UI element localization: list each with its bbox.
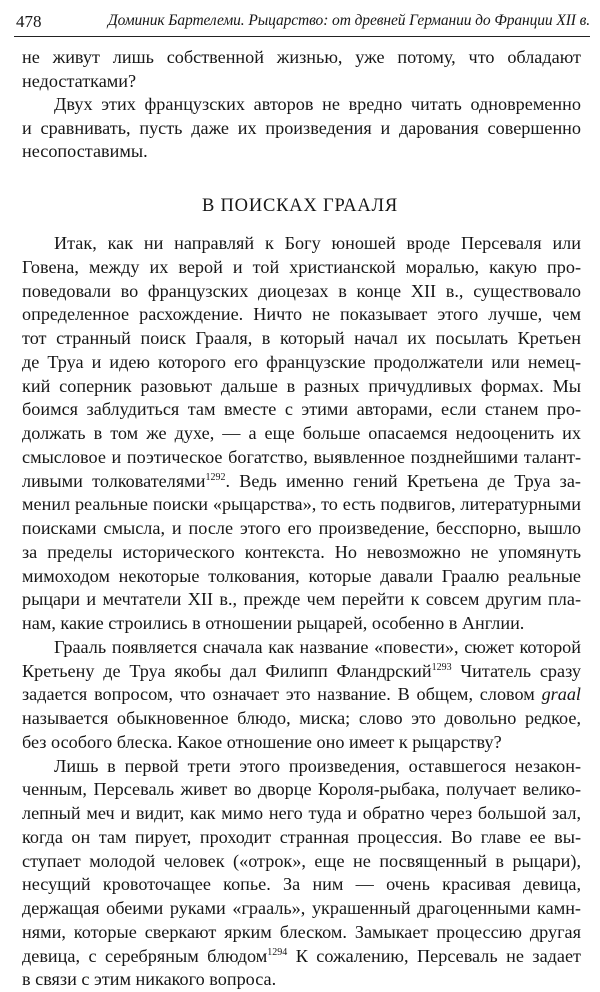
text-line: не живут лишь собственной жизнью, уже потому, что обладают (22, 46, 581, 70)
text-line: без особого блеска. Какое отношение оно имеет к рыцарству? (22, 731, 581, 755)
text-line: боимся заблудиться там вместе с этими авторами, если станем про- (22, 398, 581, 422)
text-line: Лишь в первой трети этого произведения, оставшегося незакон- (22, 755, 581, 779)
text-line: кий соперник разовьют дальше в разных причудливых формах. Мы (22, 375, 581, 399)
text-fragment: Читатель сразу (452, 661, 581, 681)
text-line: ступает молодой человек («отрок», еще не посвященный в рыцари), (22, 850, 581, 874)
text-line: определенное расхождение. Ничто не показывает этого лучше, чем (22, 303, 581, 327)
section-heading: В ПОИСКАХ ГРААЛЯ (0, 196, 600, 217)
text-fragment: Кретьену де Труа якобы дал Филипп Фландрский (22, 661, 432, 681)
text-line: лепный меч и видит, как мимо него туда и обратно через большой зал, (22, 802, 581, 826)
text-line: поисками смысла, и после этого его произведение, бесспорно, вышло (22, 517, 581, 541)
text-line: когда он там пирует, проходит странная процессия. Во главе ее вы- (22, 826, 581, 850)
text-line: должать в том же духе, — а еще больше опасаемся недооценить их (22, 422, 581, 446)
text-fragment: задается вопросом, что означает это название. В общем, словом (22, 684, 535, 704)
text-line: и сравнивать, пусть даже их произведения и дарования совершенно (22, 117, 581, 141)
running-title: Доминик Бартелеми. Рыцарство: от древней Германии до Франции XII в. (108, 12, 590, 30)
text-line: несущий кровоточащее копье. За ним — очень красивая девица, (22, 873, 581, 897)
text-line (22, 683, 581, 707)
footnote-ref-1292[interactable]: 1292 (205, 472, 225, 483)
paragraph (22, 636, 581, 755)
text-line: Говена, между их верой и той христианской моралью, какую про- (22, 256, 581, 280)
text-line: менил реальные поиски «рыцарства», то есть подвигов, литературными (22, 493, 581, 517)
text-line (22, 945, 581, 969)
text-line: в связи с этим никакого вопроса. (22, 968, 581, 992)
text-line: держащая обеими руками «грааль», украшенный драгоценными камн- (22, 897, 581, 921)
text-fragment: . Ведь именно гений Кретьена де Труа за- (225, 471, 581, 491)
footnote-ref-1293[interactable]: 1293 (432, 662, 452, 673)
text-line (22, 470, 581, 494)
section-body (22, 232, 581, 992)
paragraph-continuation (22, 46, 581, 93)
continuation-text (22, 46, 581, 164)
text-line (22, 660, 581, 684)
text-line: мимоходом некоторые толкования, которые давали Граалю реальные (22, 565, 581, 589)
text-line: Двух этих французских авторов не вредно читать одновременно (22, 93, 581, 117)
text-line: Грааль появляется сначала как название «повести», сюжет которой (22, 636, 581, 660)
paragraph (22, 755, 581, 992)
text-line: поведовали во французских диоцезах в конце XII в., существовало (22, 280, 581, 304)
paragraph (22, 232, 581, 636)
page-number: 478 (16, 12, 42, 32)
text-line: Итак, как ни направляй к Богу юношей вроде Персеваля или (22, 232, 581, 256)
text-line: нями, которые сверкают ярким блеском. Замыкает процессию другая (22, 921, 581, 945)
text-line: за пределы исторического контекста. Но невозможно не упомянуть (22, 541, 581, 565)
text-line: рыцари и мечтатели XII в., прежде чем перейти к совсем другим пла- (22, 588, 581, 612)
text-line: недостатками? (22, 70, 581, 94)
text-line: де Труа и идею которого его французские продолжатели или немец- (22, 351, 581, 375)
running-header (14, 6, 590, 37)
text-line: ченным, Персеваль живет во дворце Короля-рыбака, получает велико- (22, 778, 581, 802)
text-fragment: девица, с серебряным блюдом (22, 946, 267, 966)
text-line: несопоставимы. (22, 140, 581, 164)
text-line: смысловое и поэтическое богатство, выявленное позднейшими талант- (22, 446, 581, 470)
paragraph (22, 93, 581, 164)
text-line: называется обыкновенное блюдо, миска; слово это довольно редкое, (22, 707, 581, 731)
text-line: тот странный поиск Грааля, в который начал их посылать Кретьен (22, 327, 581, 351)
text-fragment: К сожалению, Персеваль не задает (287, 946, 581, 966)
text-line: нам, какие строились в отношении рыцарей, особенно в Англии. (22, 612, 581, 636)
italic-term: graal (542, 684, 581, 704)
text-fragment: ливыми толкователями (22, 471, 205, 491)
footnote-ref-1294[interactable]: 1294 (267, 947, 287, 958)
